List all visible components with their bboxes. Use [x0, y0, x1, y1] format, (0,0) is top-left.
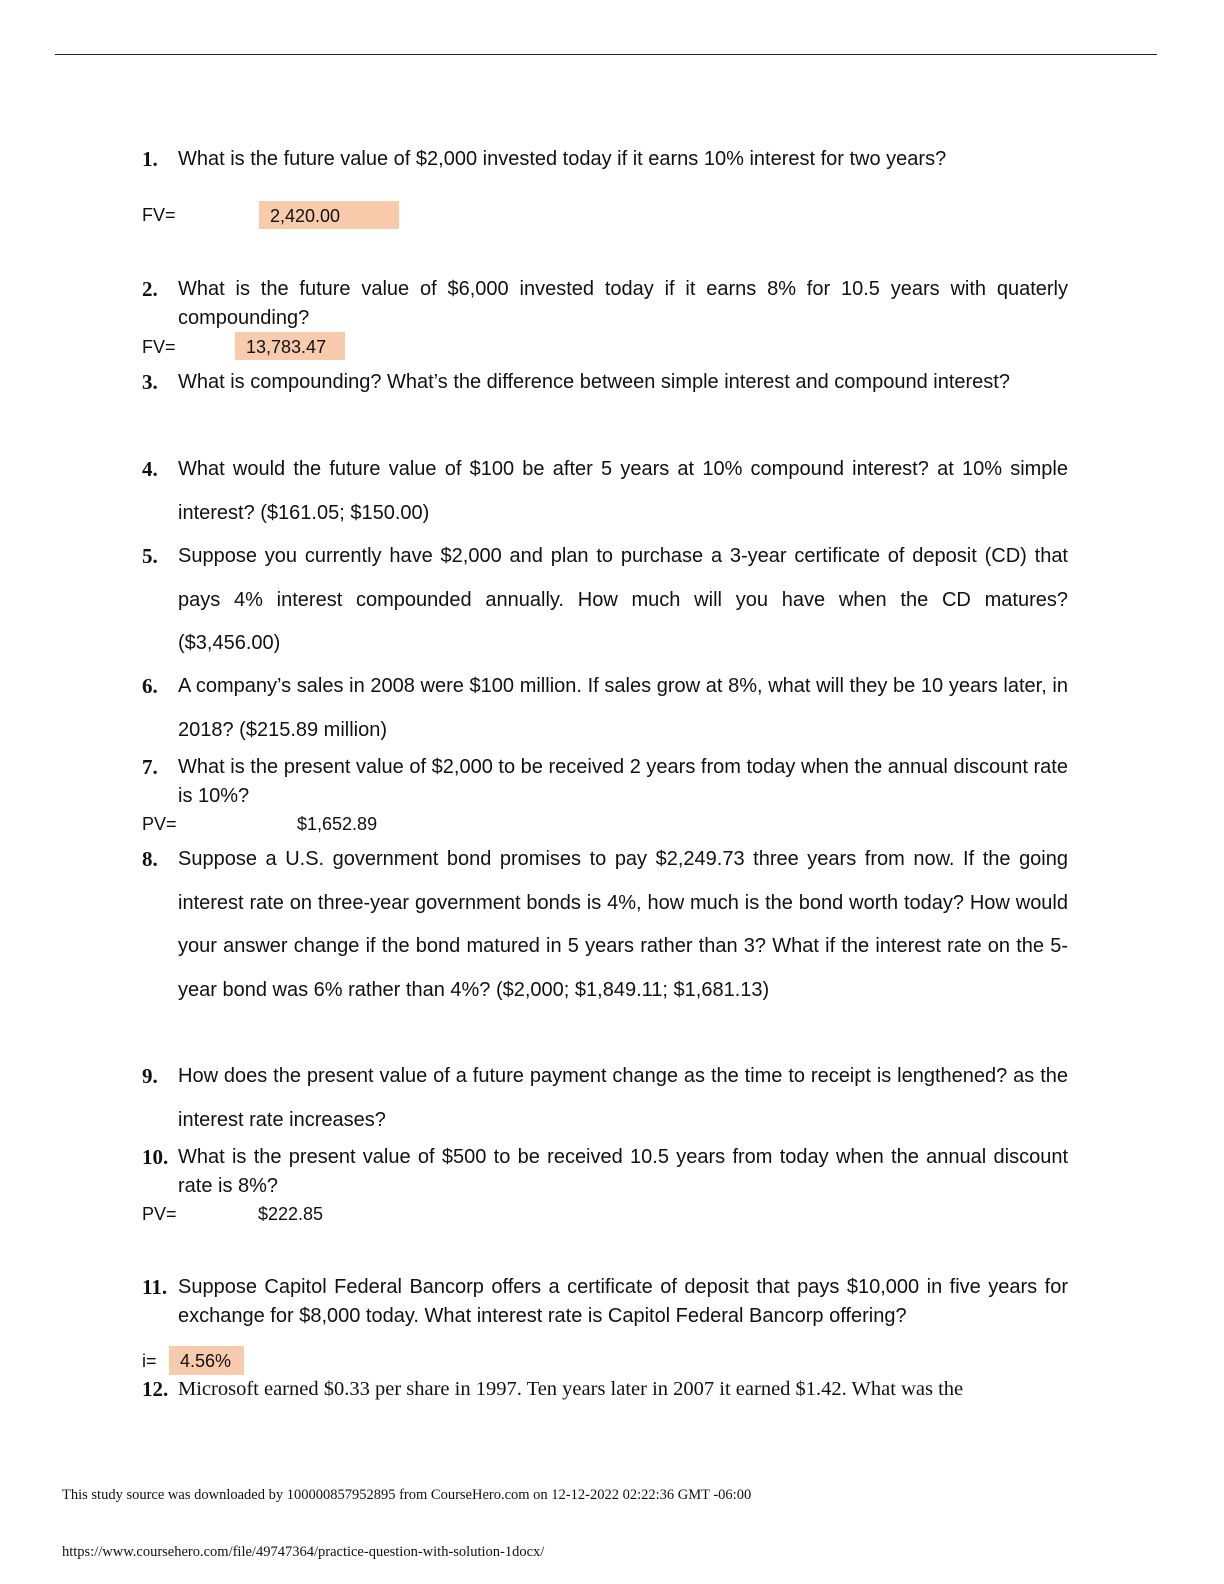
question-number: 4.	[142, 457, 158, 481]
question-7	[142, 753, 1068, 810]
question-text: What is the present value of $500 to be received 10.5 years from today when the annual discount rate is 8%?	[178, 1146, 1068, 1197]
question-number: 10.	[142, 1145, 169, 1169]
question-number: 3.	[142, 370, 158, 394]
question-text: How does the present value of a future payment change as the time to receipt is lengthened? as the interest rate increases?	[178, 1065, 1068, 1131]
answer-value: $1,652.89	[297, 814, 378, 834]
question-text: Suppose you currently have $2,000 and plan to purchase a 3-year certificate of deposit (CD) that pays 4% interest compounded annually. How much will you have when the CD matures? ($3,456.00)	[178, 545, 1068, 654]
question-number: 8.	[142, 847, 158, 871]
question-10	[142, 1143, 1068, 1200]
question-9	[142, 1055, 1068, 1142]
question-5	[142, 535, 1068, 666]
question-text: Suppose Capitol Federal Bancorp offers a certificate of deposit that pays $10,000 in five years for exchange for $8,000 today. What interest rate is Capitol Federal Bancorp offering?	[178, 1276, 1068, 1327]
answer-highlight-cell: 2,420.00	[259, 201, 399, 229]
question-number: 5.	[142, 544, 158, 568]
header-rule	[55, 54, 1157, 55]
question-text: A company’s sales in 2008 were $100 million. If sales grow at 8%, what will they be 10 years later, in 2018? ($215.89 million)	[178, 675, 1068, 741]
question-text: What is the future value of $2,000 invested today if it earns 10% interest for two years?	[178, 148, 947, 170]
question-number: 9.	[142, 1064, 158, 1088]
question-6	[142, 665, 1068, 752]
fv-label: FV=	[142, 205, 176, 225]
question-text: Suppose a U.S. government bond promises to pay $2,249.73 three years from now. If the going interest rate on three-year government bonds is 4%, how much is the bond worth today? How would your answer change if the bond matured in 5 years rather than 3? What if the interest rate on the 5-year bond was 6% rather than 4%? ($2,000; $1,849.11; $1,681.13)	[178, 848, 1068, 1001]
question-number: 6.	[142, 674, 158, 698]
question-8	[142, 838, 1068, 1012]
answer-highlight-cell: 13,783.47	[235, 332, 345, 360]
question-text: What is the future value of $6,000 invested today if it earns 8% for 10.5 years with quaterly compounding?	[178, 278, 1068, 329]
question-number: 11.	[142, 1275, 168, 1299]
question-12	[142, 1375, 1068, 1403]
question-number: 1.	[142, 147, 158, 171]
question-number: 2.	[142, 277, 158, 301]
answer-highlight-cell: 4.56%	[169, 1346, 244, 1375]
fv-label: FV=	[142, 337, 176, 357]
question-text: What is the present value of $2,000 to be received 2 years from today when the annual discount rate is 10%?	[178, 756, 1068, 807]
question-text: What is compounding? What’s the difference between simple interest and compound interest?	[178, 371, 1010, 393]
question-2	[142, 275, 1068, 333]
interest-label: i=	[142, 1351, 157, 1371]
question-4	[142, 448, 1068, 535]
question-11	[142, 1273, 1068, 1331]
question-text: Microsoft earned $0.33 per share in 1997. Ten years later in 2007 it earned $1.42. What was the	[178, 1378, 964, 1400]
question-text: What would the future value of $100 be after 5 years at 10% compound interest? at 10% simple interest? ($161.05; $150.00)	[178, 458, 1068, 524]
question-number: 12.	[142, 1377, 169, 1401]
source-url[interactable]: https://www.coursehero.com/file/49747364/practice-question-with-solution-1docx/	[62, 1544, 545, 1560]
question-1	[142, 145, 1068, 173]
question-number: 7.	[142, 755, 158, 779]
pv-label: PV=	[142, 814, 177, 834]
download-notice: This study source was downloaded by 100000857952895 from CourseHero.com on 12-12-2022 02:22:36 GMT -06:00	[62, 1487, 752, 1503]
pv-label: PV=	[142, 1204, 177, 1224]
answer-value: $222.85	[258, 1204, 324, 1224]
question-3	[142, 361, 1068, 405]
